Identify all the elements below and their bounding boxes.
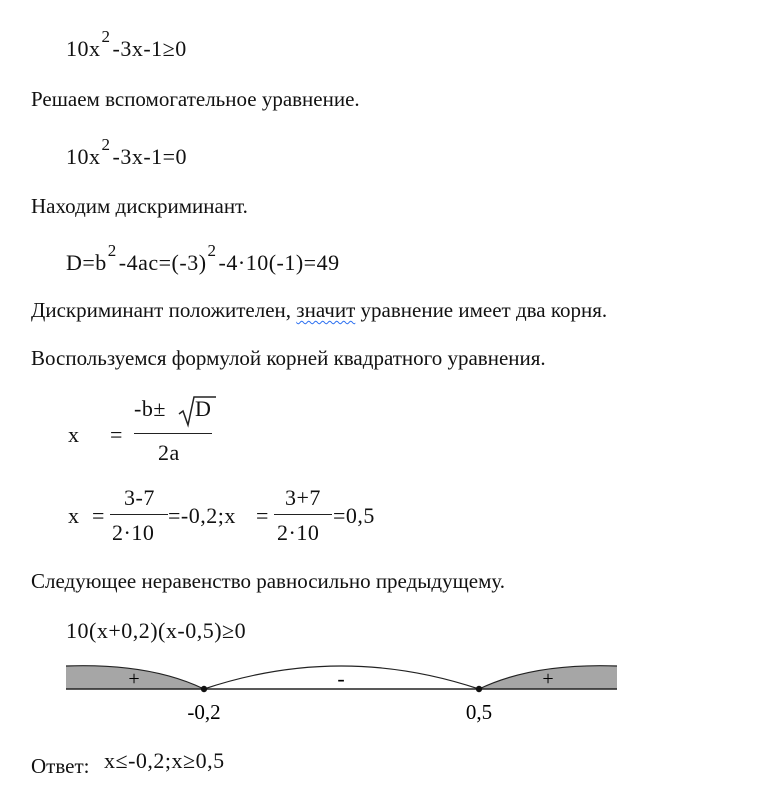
- formula-radicand: D: [195, 396, 212, 421]
- formula-x: x: [68, 422, 80, 447]
- ineq1-exp: 2: [101, 27, 111, 46]
- step-find-discriminant: Находим дискриминант.: [31, 194, 248, 218]
- ineq1-main: 10x: [66, 36, 101, 61]
- eq-rest: -3x-1=0: [112, 144, 188, 169]
- roots-equals1: =: [92, 503, 105, 528]
- disc-a: D=b: [66, 250, 107, 275]
- point-left-label: -0,2: [187, 700, 221, 724]
- step3-wavy-word: значит: [296, 298, 356, 322]
- disc-exp1: 2: [107, 241, 117, 260]
- formula-fraction-bar: [134, 433, 212, 434]
- disc-b: -4ac=(-3): [118, 250, 207, 275]
- point-left-marker: [201, 686, 207, 692]
- step3-after: уравнение имеет два корня.: [360, 298, 608, 322]
- formula-equals: =: [110, 422, 123, 447]
- roots-fraction-bar2: [274, 514, 332, 515]
- sign-middle: -: [337, 666, 345, 691]
- roots-fraction-bar1: [110, 514, 168, 515]
- roots-res1: =-0,2;x: [168, 503, 236, 528]
- roots-den2: 2·10: [277, 520, 320, 545]
- roots-num2: 3+7: [285, 485, 321, 510]
- step-solve-auxiliary: Решаем вспомогательное уравнение.: [31, 87, 360, 111]
- sign-right: +: [542, 668, 554, 690]
- roots-x1: x: [68, 503, 80, 528]
- roots-res2: =0,5: [333, 503, 375, 528]
- disc-exp2: 2: [207, 241, 217, 260]
- answer-label: Ответ:: [31, 754, 90, 778]
- point-right-marker: [476, 686, 482, 692]
- factored-inequality: 10(x+0,2)(x-0,5)≥0: [66, 618, 247, 643]
- ineq1-rest: -3x-1≥0: [112, 36, 187, 61]
- roots-num1: 3-7: [124, 485, 155, 510]
- step-discriminant-positive: [31, 298, 607, 323]
- step3-before: Дискриминант положителен,: [31, 298, 292, 322]
- disc-c: -4·10(-1)=49: [218, 250, 340, 275]
- point-right-label: 0,5: [465, 700, 493, 724]
- step-equivalent-inequality: Следующее неравенство равносильно предыдущему.: [31, 569, 506, 593]
- answer-value: x≤-0,2;x≥0,5: [104, 748, 225, 773]
- auxiliary-equation: [66, 135, 188, 170]
- inequality-original: [66, 27, 187, 62]
- discriminant-formula: [66, 241, 340, 276]
- sign-left: +: [128, 668, 140, 690]
- roots-equals2: =: [256, 503, 269, 528]
- step-use-roots-formula: Воспользуемся формулой корней квадратного уравнения.: [31, 346, 546, 370]
- formula-numerator: [134, 396, 166, 422]
- eq-main: 10x: [66, 144, 101, 169]
- roots-den1: 2·10: [112, 520, 155, 545]
- formula-num: -b±: [134, 396, 166, 421]
- formula-denominator: 2a: [158, 440, 180, 465]
- number-line: [0, 655, 761, 735]
- eq-exp: 2: [101, 135, 111, 154]
